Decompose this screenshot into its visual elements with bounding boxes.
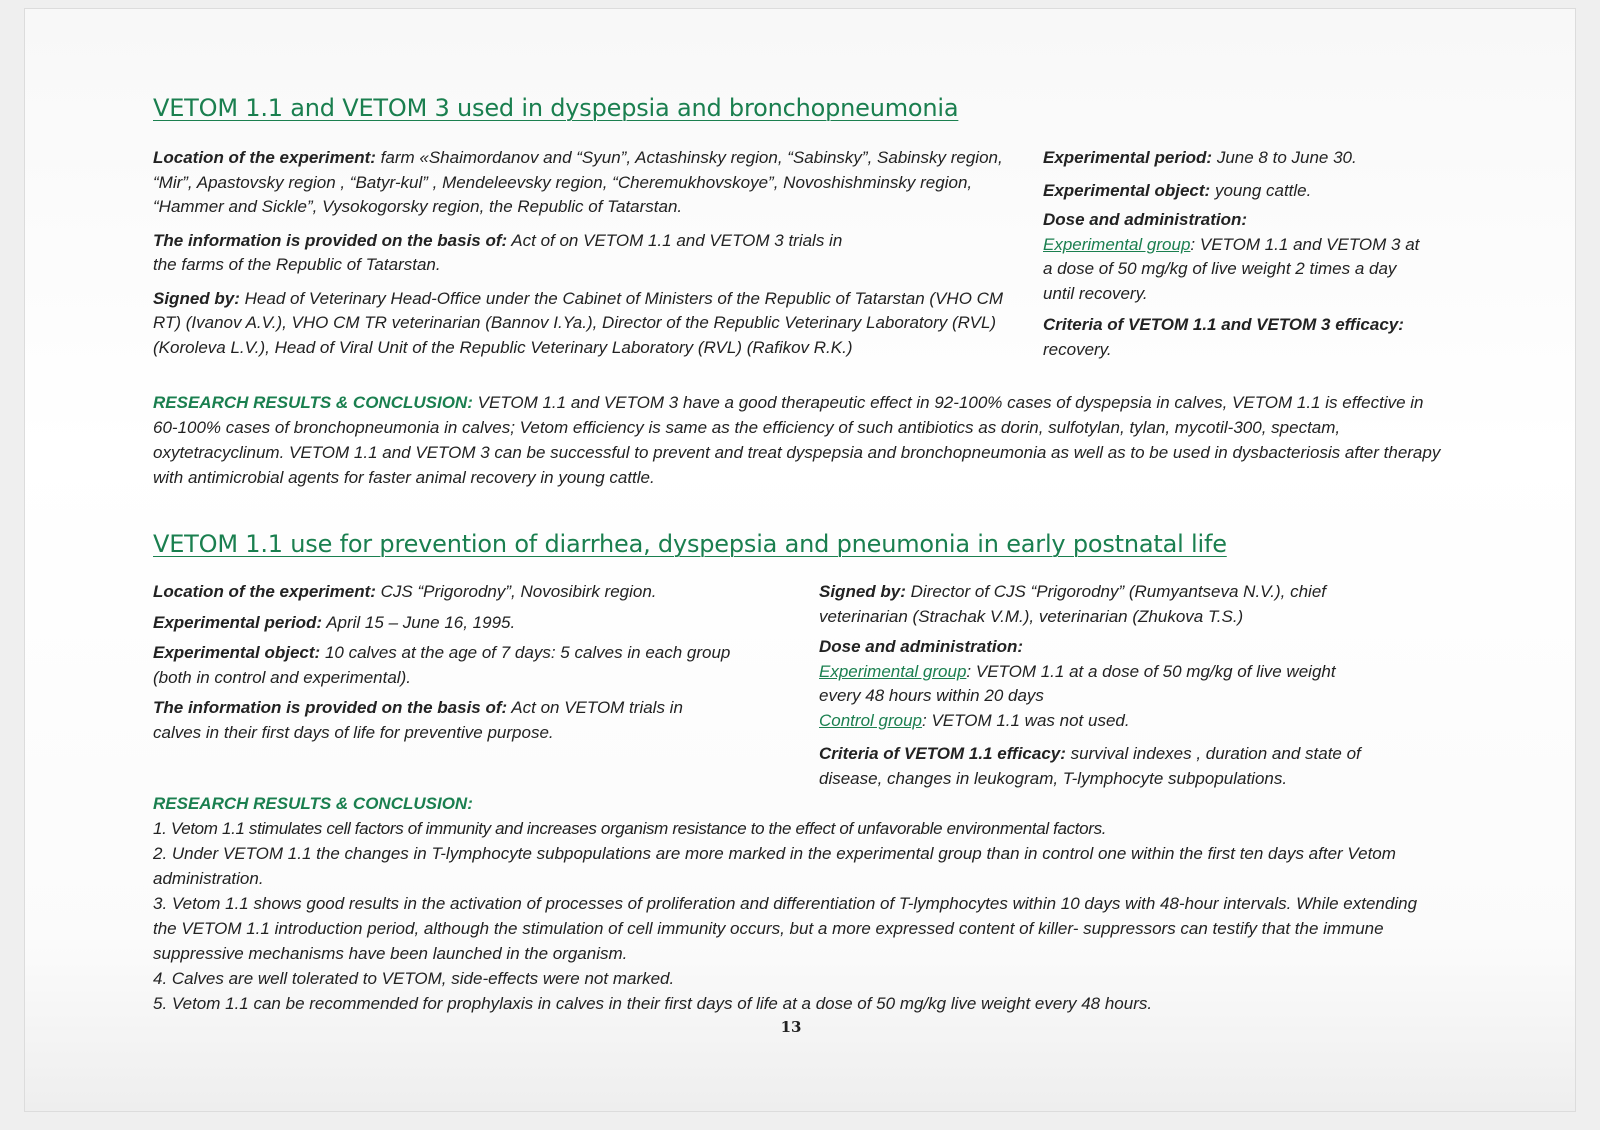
s2-object-text: 10 calves at the age of 7 days: 5 calves in each group (both in control and experimental). bbox=[153, 643, 731, 687]
s2-period-label: Experimental period: bbox=[153, 612, 323, 632]
section2-results bbox=[153, 791, 1443, 1016]
s1-criteria-label: Criteria of VETOM 1.1 and VETOM 3 efficacy: bbox=[1043, 315, 1404, 334]
page-number: 13 bbox=[780, 1018, 802, 1036]
s2-result-item: 3. Vetom 1.1 shows good results in the activation of processes of proliferation and differentiation of T-lymphocytes within 10 days with 48-hour intervals. While extending the VETOM 1.1 introduction period, although the stimulation of cell immunity occurs, but a more expressed content of killer- suppressors can testify that the immune suppressive mechanisms have been launched in the organism. bbox=[153, 894, 1418, 963]
s2-criteria-paragraph bbox=[819, 742, 1409, 791]
section1-left-column bbox=[153, 146, 1013, 360]
s2-criteria-text: survival indexes , duration and state of disease, changes in leukogram, T-lymphocyte subpopulations. bbox=[819, 744, 1361, 788]
s2-result-item: 5. Vetom 1.1 can be recommended for prophylaxis in calves in their first days of life at a dose of 50 mg/kg live weight every 48 hours. bbox=[153, 994, 1153, 1013]
s1-location-text: farm «Shaimordanov and “Syun”, Actashinsky region, “Sabinsky”, Sabinsky region, “Mir”, Apastovsky region , “Batyr-kul” , Mendeleevsky region, “Cheremukhovskoye”, Novoshishminsky region, “Hammer and Sickle”, Vysokogorsky region, the Republic of Tatarstan. bbox=[153, 148, 1003, 216]
s2-period-paragraph bbox=[153, 611, 773, 636]
section1-results bbox=[153, 390, 1443, 490]
s2-basis-paragraph bbox=[153, 696, 723, 745]
s2-control-group-link[interactable]: Control group bbox=[819, 710, 923, 730]
s1-signed-label: Signed by: bbox=[153, 288, 240, 308]
s1-object-text: young cattle. bbox=[1214, 180, 1312, 200]
section2-title: VETOM 1.1 use for prevention of diarrhea, dyspepsia and pneumonia in early postnatal life bbox=[153, 530, 1227, 558]
s1-exp-group-text: : VETOM 1.1 and VETOM 3 at a dose of 50 mg/kg of live weight 2 times a day until recovery. bbox=[1043, 234, 1420, 303]
s2-basis-text: Act on VETOM trials in calves in their first days of life for preventive purpose. bbox=[153, 698, 683, 742]
s2-location-text: CJS “Prigorodny”, Novosibirk region. bbox=[380, 582, 657, 601]
s2-location-paragraph bbox=[153, 580, 773, 605]
s1-results-label: RESEARCH RESULTS & CONCLUSION: bbox=[153, 393, 473, 412]
s2-signed-text: Director of CJS “Prigorodny” (Rumyantseva N.V.), chief veterinarian (Strachak V.M.), veterinarian (Zhukova T.S.) bbox=[819, 582, 1327, 626]
s1-basis-text: Act of on VETOM 1.1 and VETOM 3 trials in the farms of the Republic of Tatarstan. bbox=[153, 230, 843, 274]
s2-result-item: 2. Under VETOM 1.1 the changes in T-lymphocyte subpopulations are more marked in the experimental group than in control one within the first ten days after Vetom administration. bbox=[153, 844, 1396, 888]
s2-signed-label: Signed by: bbox=[819, 582, 906, 601]
section1-title: VETOM 1.1 and VETOM 3 used in dyspepsia and bronchopneumonia bbox=[153, 94, 959, 122]
s2-signed-paragraph bbox=[819, 580, 1359, 629]
s1-signed-text: Head of Veterinary Head-Office under the Cabinet of Ministers of the Republic of Tatarstan (VHO CM RT) (Ivanov A.V.), VHO CM TR veterinarian (Bannov I.Ya.), Director of the Republic Veterinary Laboratory (RVL) (Koroleva L.V.), Head of Viral Unit of the Republic Veterinary Laboratory (RVL) (Rafikov R.K.) bbox=[153, 288, 1004, 357]
s1-criteria-text: recovery. bbox=[1043, 339, 1112, 359]
s2-period-text: April 15 – June 16, 1995. bbox=[326, 612, 516, 632]
s2-exp-group-text: : VETOM 1.1 at a dose of 50 mg/kg of live weight every 48 hours within 20 days bbox=[819, 661, 1336, 705]
document-page bbox=[24, 8, 1576, 1112]
s1-basis-paragraph bbox=[153, 229, 853, 278]
s2-object-paragraph bbox=[153, 641, 773, 690]
s2-result-item: 4. Calves are well tolerated to VETOM, side-effects were not marked. bbox=[153, 969, 675, 988]
s1-results-paragraph bbox=[153, 390, 1443, 490]
s1-criteria-paragraph bbox=[1043, 313, 1423, 362]
s1-period-label: Experimental period: bbox=[1043, 148, 1213, 167]
s1-basis-label: The information is provided on the basis of: bbox=[153, 230, 508, 250]
s2-dose-paragraph bbox=[819, 635, 1379, 733]
section2-left-column bbox=[153, 580, 773, 745]
s2-dose-label: Dose and administration: bbox=[819, 637, 1024, 656]
s1-object-label: Experimental object: bbox=[1043, 180, 1211, 200]
s2-location-label: Location of the experiment: bbox=[153, 582, 376, 601]
s1-signed-paragraph bbox=[153, 287, 1013, 361]
s1-location-label: Location of the experiment: bbox=[153, 148, 376, 167]
s2-results-label-line bbox=[153, 791, 1443, 816]
s2-basis-label: The information is provided on the basis of: bbox=[153, 698, 508, 717]
s1-period-paragraph bbox=[1043, 146, 1423, 171]
s1-location-paragraph bbox=[153, 146, 1013, 220]
s2-control-group-text: : VETOM 1.1 was not used. bbox=[922, 710, 1130, 730]
section2-right-column bbox=[819, 580, 1409, 791]
s1-dose-label: Dose and administration: bbox=[1043, 210, 1248, 229]
s2-criteria-label: Criteria of VETOM 1.1 efficacy: bbox=[819, 744, 1066, 763]
s1-dose-paragraph bbox=[1043, 208, 1423, 306]
s1-exp-group-link[interactable]: Experimental group bbox=[1043, 234, 1191, 254]
s2-result-item: 1. Vetom 1.1 stimulates cell factors of immunity and increases organism resistance to the effect of unfavorable environmental factors. bbox=[153, 819, 1107, 838]
s2-results-label: RESEARCH RESULTS & CONCLUSION: bbox=[153, 794, 473, 813]
s2-exp-group-link[interactable]: Experimental group bbox=[819, 661, 967, 681]
s1-period-text: June 8 to June 30. bbox=[1216, 148, 1357, 167]
section1-right-column bbox=[1043, 146, 1423, 362]
s1-results-text: VETOM 1.1 and VETOM 3 have a good therapeutic effect in 92-100% cases of dyspepsia in calves, VETOM 1.1 is effective in 60-100% cases of bronchopneumonia in calves; Vetom efficiency is same as the efficiency of such antibiotics as dorin, sulfotylan, tylan, mycotil-300, spectam, oxytetracyclinum. VETOM 1.1 and VETOM 3 can be successful to prevent and treat dyspepsia and bronchopneumonia as well as to be used in dysbacteriosis after therapy with antimicrobial agents for faster animal recovery in young cattle. bbox=[153, 393, 1441, 487]
s1-object-paragraph bbox=[1043, 179, 1423, 204]
s2-object-label: Experimental object: bbox=[153, 643, 321, 662]
